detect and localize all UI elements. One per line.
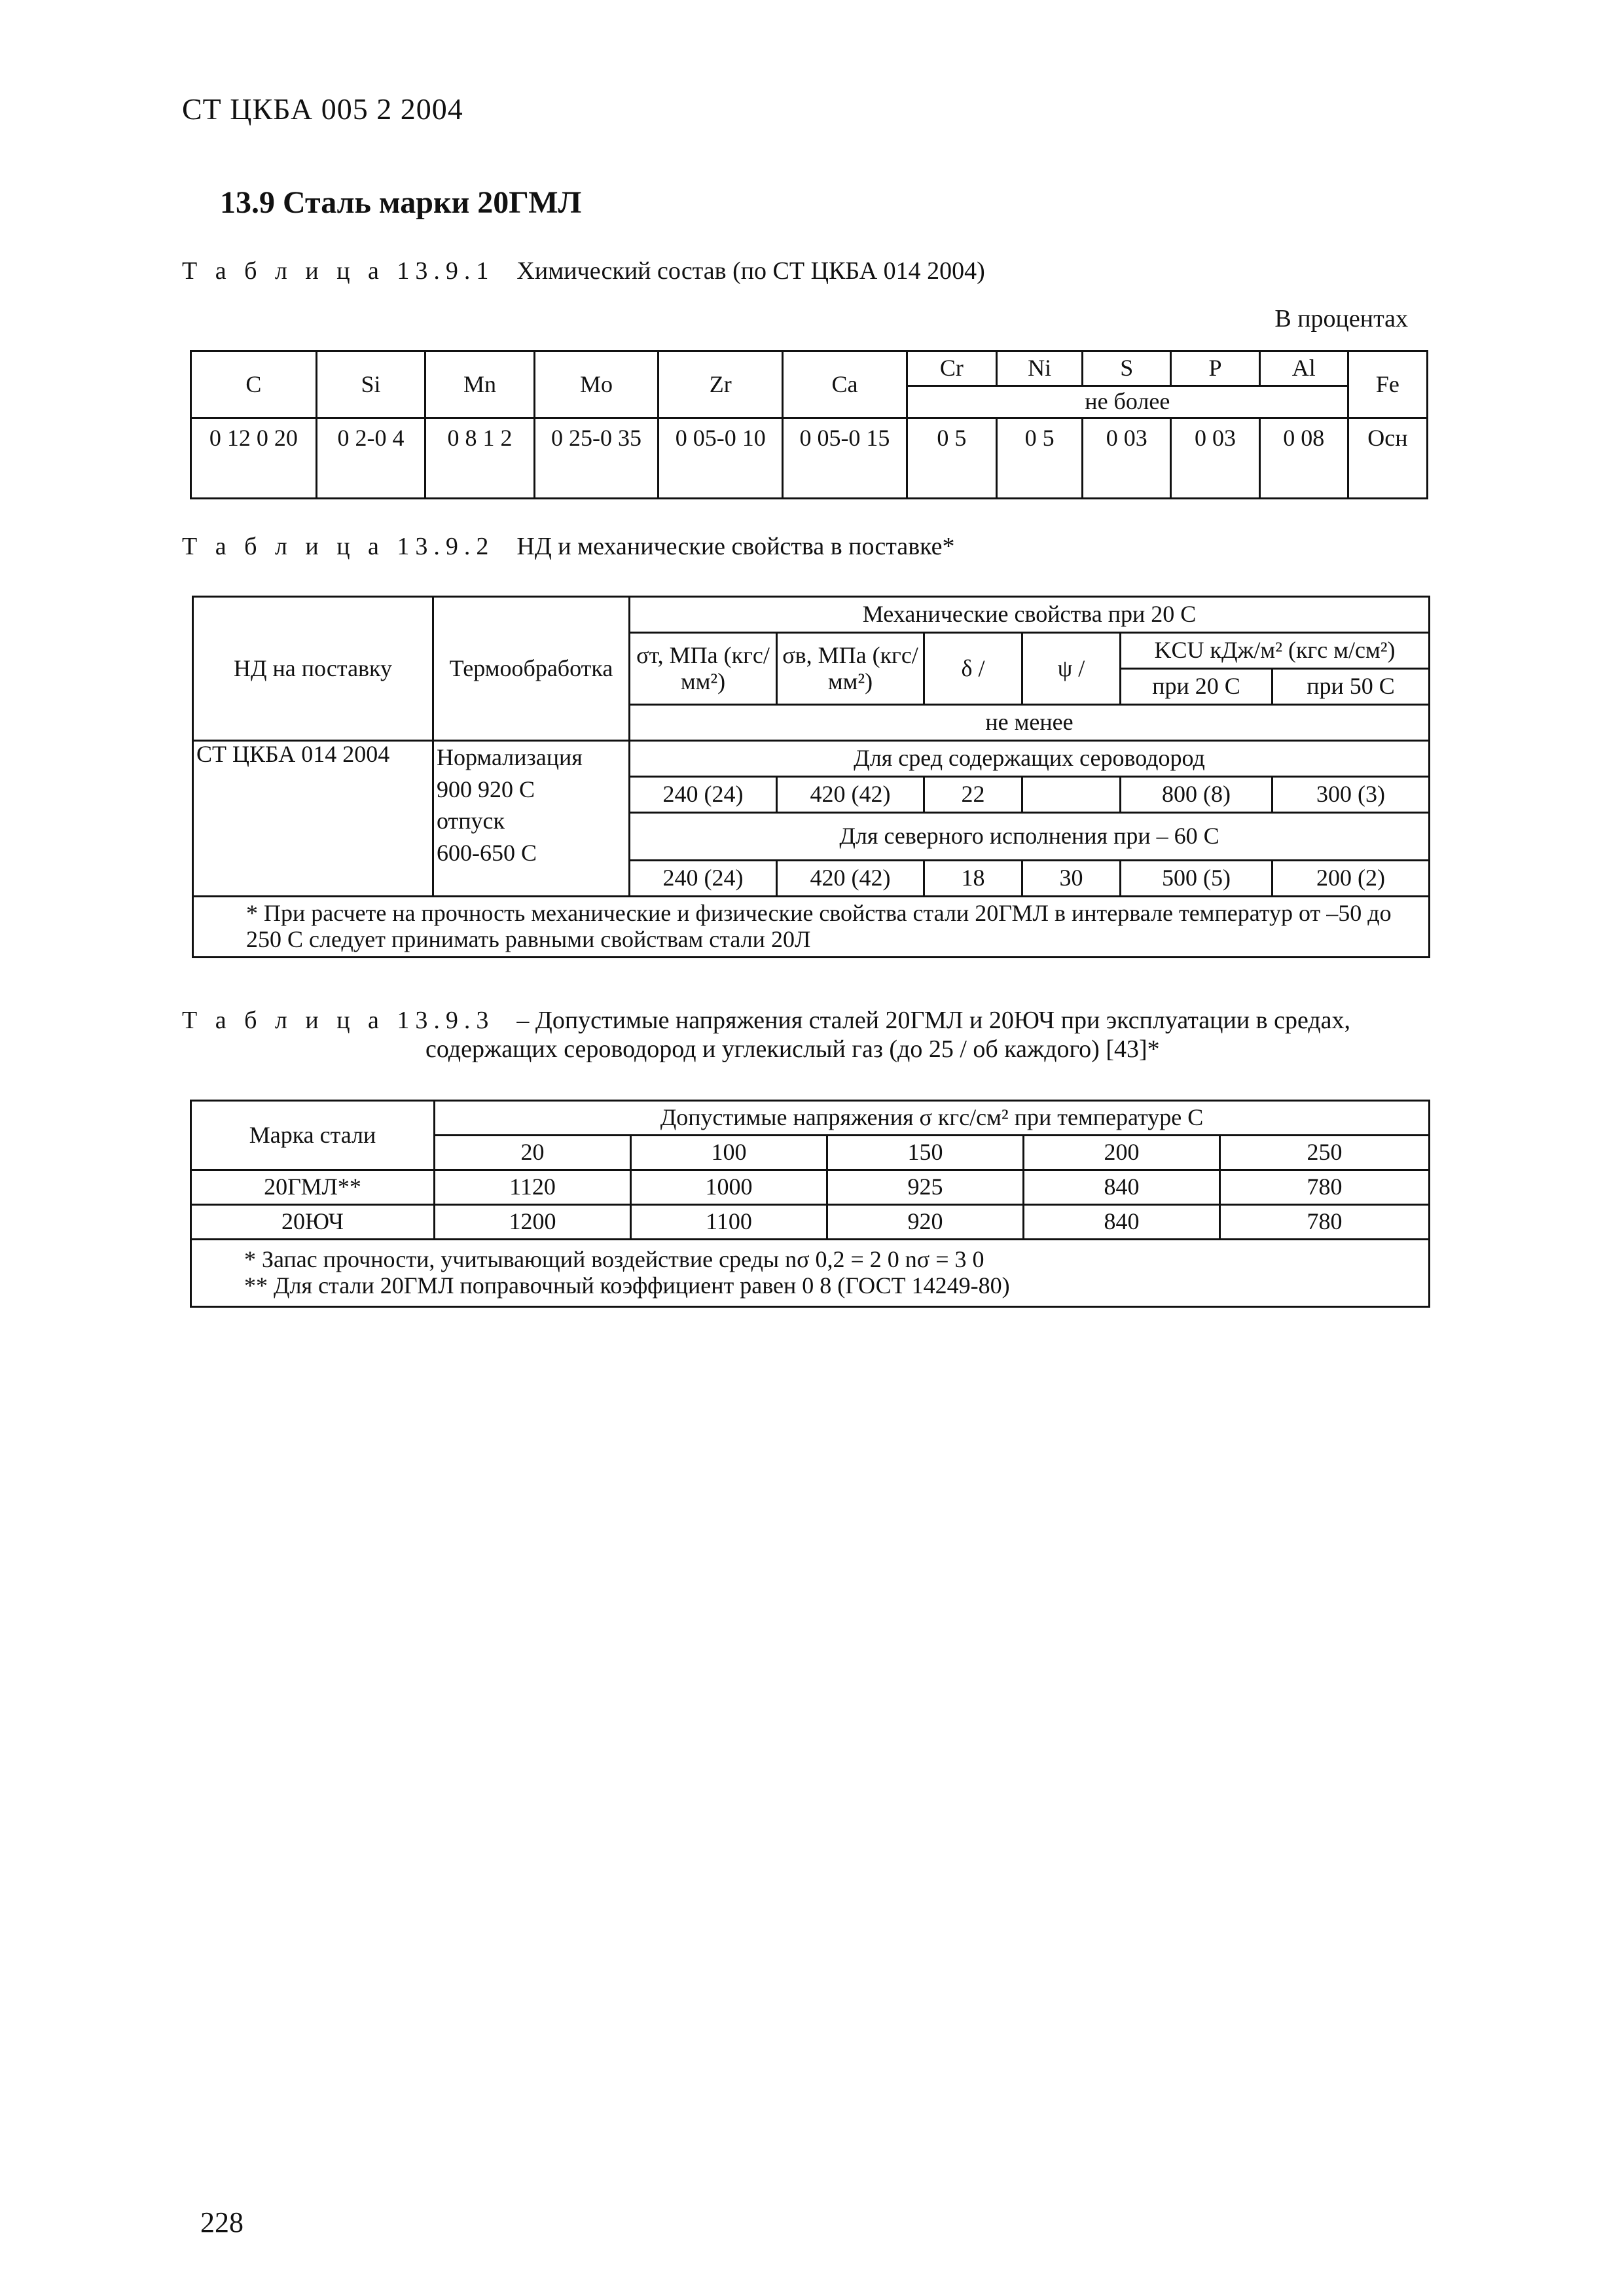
cell-mn: 0 8 1 2 [425,418,534,499]
header-temp: 250 [1220,1136,1430,1170]
env-sour-service: Для сред содержащих сероводород [630,741,1430,777]
cell-yield: 240 (24) [630,861,777,897]
cell-si: 0 2-0 4 [316,418,425,499]
table1-label: Т а б л и ц а 13.9.1 [182,257,495,285]
table2-caption [182,532,955,561]
table-row [191,1170,1430,1205]
section-title: 13.9 Сталь марки 20ГМЛ [220,185,582,220]
header-kcu-20: при 20 C [1121,669,1272,705]
cell-s: 0 03 [1083,418,1171,499]
header-temp: 150 [827,1136,1024,1170]
header-tensile-strength: σв, МПа (кгс/мм²) [777,633,924,705]
cell-kcu-50: 300 (3) [1272,777,1430,813]
table3-title-line1: – Допустимые напряжения сталей 20ГМЛ и 20ЮЧ при эксплуатации в средах, [516,1007,1351,1034]
cell-elongation: 22 [924,777,1022,813]
cell-elongation: 18 [924,861,1022,897]
cell-kcu-20: 800 (8) [1121,777,1272,813]
cell-value: 840 [1024,1170,1220,1205]
table-row [191,1205,1430,1240]
cell-yield: 240 (24) [630,777,777,813]
header-yield-strength: σт, МПа (кгс/мм²) [630,633,777,705]
cell-ca: 0 05-0 15 [783,418,907,499]
header-min: не менее [630,705,1430,741]
header-temp: 200 [1024,1136,1220,1170]
allowable-stress-table [190,1100,1430,1308]
cell-cr: 0 5 [907,418,996,499]
cell-reduction [1022,777,1121,813]
cell-zr: 0 05-0 10 [659,418,783,499]
footnote-correction-factor: ** Для стали 20ГМЛ поправочный коэффициент равен 0 8 (ГОСТ 14249-80) [244,1272,1010,1299]
header-kcu: KCU кДж/м² (кгс м/см²) [1121,633,1430,669]
cell-value: 1100 [631,1205,827,1240]
header-ca: Ca [783,351,907,418]
cell-heat-treatment [433,741,630,897]
header-allowable-stress: Допустимые напряжения σ кгс/см² при температуре C [435,1101,1430,1136]
cell-tensile: 420 (42) [777,861,924,897]
header-ni: Ni [997,351,1083,386]
header-p: P [1171,351,1259,386]
header-elongation: δ / [924,633,1022,705]
cell-al: 0 08 [1259,418,1348,499]
cell-fe: Осн [1348,418,1427,499]
mechanical-properties-table [192,596,1430,958]
cell-value: 925 [827,1170,1024,1205]
cell-value: 780 [1220,1205,1430,1240]
cell-kcu-50: 200 (2) [1272,861,1430,897]
cell-grade: 20ЮЧ [191,1205,435,1240]
header-kcu-50: при 50 C [1272,669,1430,705]
cell-kcu-20: 500 (5) [1121,861,1272,897]
table3-caption [182,1006,1426,1064]
header-temp: 20 [435,1136,631,1170]
cell-value: 840 [1024,1205,1220,1240]
cell-p: 0 03 [1171,418,1259,499]
chemical-composition-table [190,350,1428,499]
header-nd: НД на поставку [193,597,433,741]
header-zr: Zr [659,351,783,418]
cell-grade: 20ГМЛ** [191,1170,435,1205]
table3-label: Т а б л и ц а 13.9.3 [182,1007,495,1034]
header-al: Al [1259,351,1348,386]
header-fe: Fe [1348,351,1427,418]
heat-line: отпуск [437,808,505,834]
header-cr: Cr [907,351,996,386]
document-code: СТ ЦКБА 005 2 2004 [182,92,463,126]
cell-c: 0 12 0 20 [191,418,317,499]
header-heat-treatment: Термообработка [433,597,630,741]
table1-caption [182,257,985,285]
table2-footnote: * При расчете на прочность механические и физические свойства стали 20ГМЛ в интервале температур от –50 до 250 C следует принимать равными свойствам стали 20Л [193,897,1430,958]
table3-footnotes [191,1240,1430,1307]
cell-value: 1120 [435,1170,631,1205]
table2-label: Т а б л и ц а 13.9.2 [182,533,495,560]
cell-value: 920 [827,1205,1024,1240]
header-temp: 100 [631,1136,827,1170]
cell-value: 1200 [435,1205,631,1240]
cell-value: 1000 [631,1170,827,1205]
table1-title: Химический состав (по СТ ЦКБА 014 2004) [516,257,985,285]
heat-line: Нормализация [437,744,583,770]
max-subheader: не более [907,386,1348,418]
cell-value: 780 [1220,1170,1430,1205]
header-mechanical: Механические свойства при 20 C [630,597,1430,633]
cell-reduction: 30 [1022,861,1121,897]
table2-title: НД и механические свойства в поставке* [516,533,955,560]
cell-mo: 0 25-0 35 [534,418,659,499]
header-reduction: ψ / [1022,633,1121,705]
cell-ni: 0 5 [997,418,1083,499]
header-mo: Mo [534,351,659,418]
page-number: 228 [200,2206,244,2238]
table-row [191,418,1428,499]
footnote-safety-factor: * Запас прочности, учитывающий воздействие среды nσ 0,2 = 2 0 nσ = 3 0 [244,1246,984,1273]
cell-nd: СТ ЦКБА 014 2004 [193,741,433,897]
heat-line: 600-650 C [437,839,537,866]
heat-line: 900 920 C [437,776,535,802]
header-si: Si [316,351,425,418]
header-mn: Mn [425,351,534,418]
header-s: S [1083,351,1171,386]
header-grade: Марка стали [191,1101,435,1170]
env-northern: Для северного исполнения при – 60 C [630,813,1430,861]
header-c: C [191,351,317,418]
table1-units: В процентах [1274,305,1408,332]
cell-tensile: 420 (42) [777,777,924,813]
table3-title-line2: содержащих сероводород и углекислый газ (до 25 / об каждого) [43]* [425,1035,1160,1063]
